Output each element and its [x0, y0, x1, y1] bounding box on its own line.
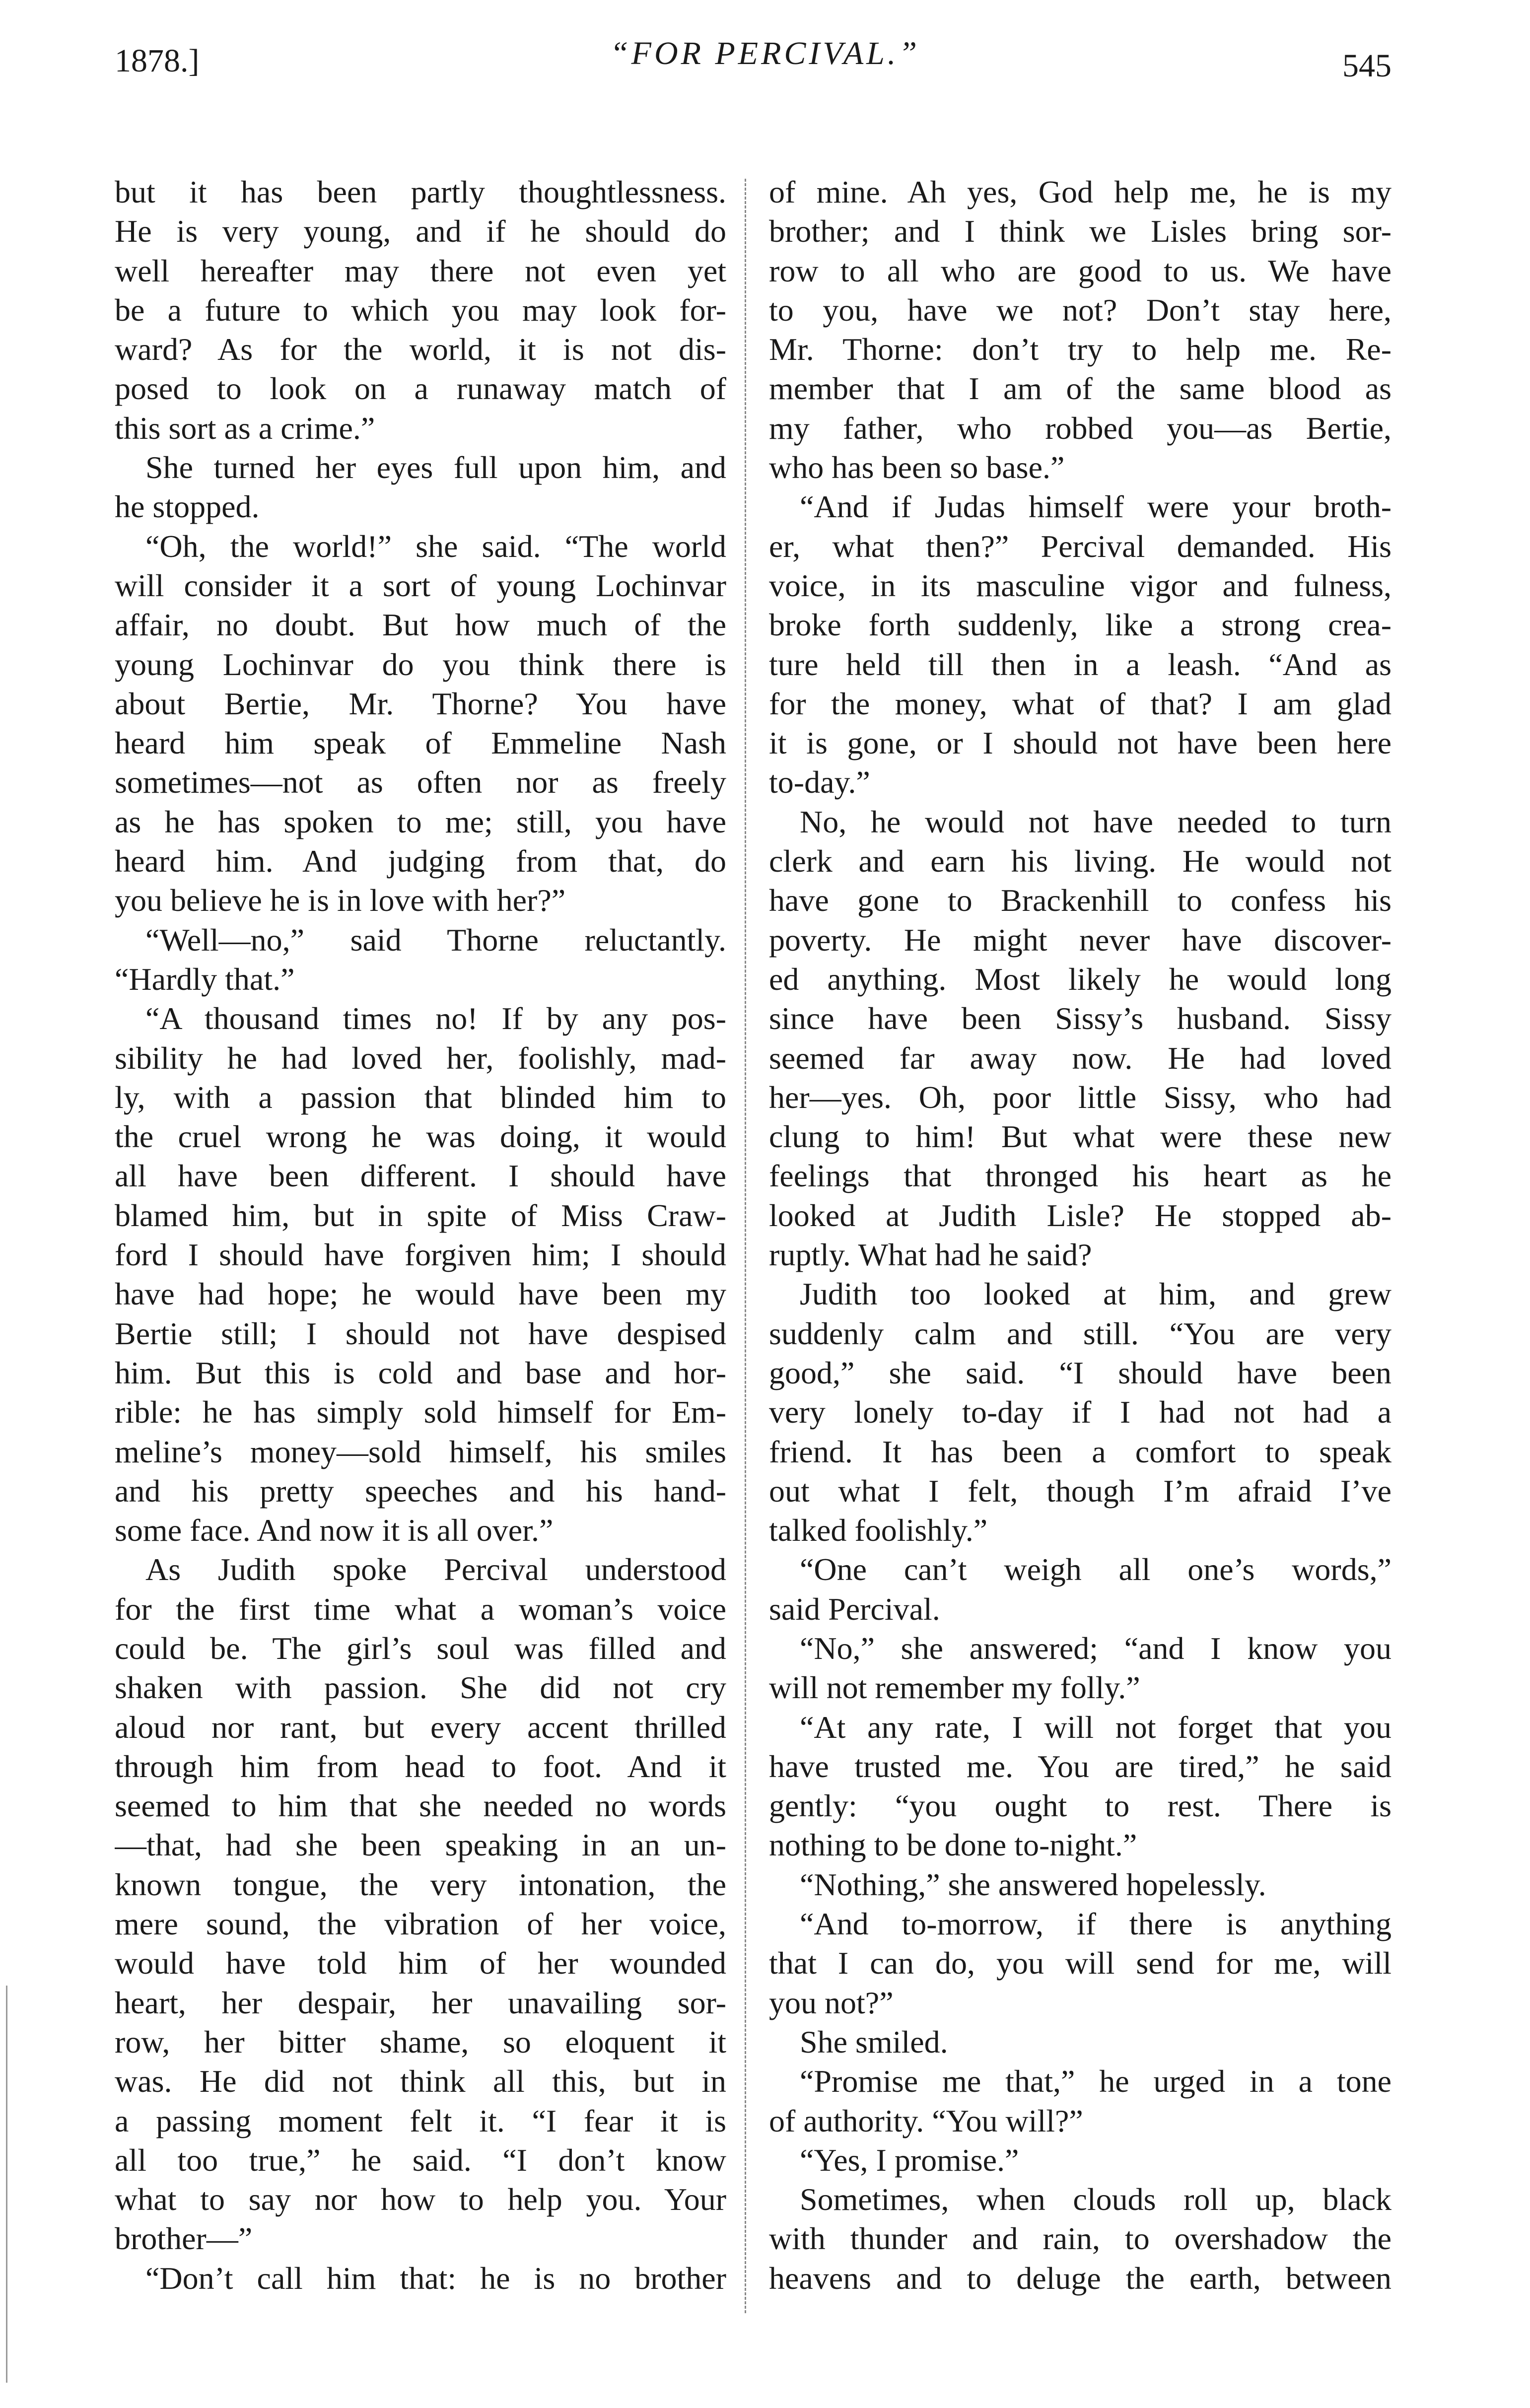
text-line: to-day.” [769, 764, 870, 800]
text-line: sometimes—not as often nor as freely [115, 764, 726, 800]
paragraph [769, 172, 1391, 487]
text-line: this sort as a crime.” [115, 410, 375, 446]
text-line: clung to him! But what were these new [769, 1119, 1391, 1155]
text-line: will consider it a sort of young Lochinvar [115, 567, 726, 603]
text-line: No, he would not have needed to turn [800, 804, 1391, 839]
text-line: sibility he had loved her, foolishly, mad- [115, 1040, 726, 1076]
text-line: row to all who are good to us. We have [769, 253, 1391, 288]
text-line: of authority. “You will?” [769, 2103, 1083, 2138]
text-line: He is very young, and if he should do [115, 213, 726, 249]
paragraph [769, 2180, 1391, 2298]
running-head-title: “FOR PERCIVAL.” [610, 35, 920, 71]
paragraph [769, 1274, 1391, 1550]
text-line: seemed to him that she needed no words [115, 1788, 726, 1824]
text-line: through him from head to foot. And it [115, 1748, 726, 1784]
text-line: ford I should have forgiven him; I should [115, 1237, 726, 1273]
text-line: “One can’t weigh all one’s words,” [800, 1552, 1391, 1587]
paragraph [115, 999, 726, 1550]
text-column-right [769, 172, 1391, 2298]
text-line: seemed far away now. He had loved [769, 1040, 1391, 1076]
text-line: ward? As for the world, it is not dis- [115, 332, 726, 367]
text-line: and his pretty speeches and his hand- [115, 1473, 726, 1509]
text-line: be a future to which you may look for- [115, 292, 726, 328]
text-line: “Well—no,” said Thorne reluctantly. [145, 922, 726, 958]
text-line: all too true,” he said. “I don’t know [115, 2142, 726, 2178]
text-line: “Hardly that.” [115, 961, 295, 997]
paragraph [769, 2062, 1391, 2140]
text-line: since have been Sissy’s husband. Sissy [769, 1001, 1391, 1036]
text-line: heard him speak of Emmeline Nash [115, 725, 726, 761]
text-line: meline’s money—sold himself, his smiles [115, 1434, 726, 1469]
text-line: with thunder and rain, to overshadow the [769, 2221, 1391, 2257]
text-line: broke forth suddenly, like a strong crea- [769, 607, 1391, 643]
text-line: was. He did not think all this, but in [115, 2064, 726, 2099]
text-line: brother; and I think we Lisles bring sor- [769, 213, 1391, 249]
text-line: gently: “you ought to rest. There is [769, 1788, 1391, 1824]
text-line: She smiled. [800, 2024, 948, 2060]
text-line: heart, her despair, her unavailing sor- [115, 1985, 726, 2020]
text-line: some face. And now it is all over.” [115, 1513, 554, 1548]
text-line: of mine. Ah yes, God help me, he is my [769, 174, 1391, 209]
text-line: her—yes. Oh, poor little Sissy, who had [769, 1079, 1391, 1115]
paragraph [115, 448, 726, 527]
text-line: row, her bitter shame, so eloquent it [115, 2024, 726, 2060]
text-line: young Lochinvar do you think there is [115, 646, 726, 682]
text-line: “At any rate, I will not forget that you [800, 1709, 1391, 1745]
text-line: She turned her eyes full upon him, and [145, 450, 726, 485]
text-line: for the money, what of that? I am glad [769, 686, 1391, 721]
running-head-year: 1878.] [115, 43, 200, 79]
text-line: “And to-morrow, if there is anything [800, 1906, 1391, 1942]
text-line: who has been so base.” [769, 450, 1065, 485]
text-line: what to say nor how to help you. Your [115, 2182, 726, 2217]
text-line: Judith too looked at him, and grew [800, 1276, 1391, 1312]
text-line: posed to look on a runaway match of [115, 371, 726, 407]
text-line: ly, with a passion that blinded him to [115, 1079, 726, 1115]
text-line: “And if Judas himself were your broth- [800, 489, 1391, 525]
text-line: the cruel wrong he was doing, it would [115, 1119, 726, 1155]
paragraph [115, 527, 726, 920]
text-line: shaken with passion. She did not cry [115, 1670, 726, 1706]
text-line: nothing to be done to-night.” [769, 1827, 1137, 1863]
text-line: poverty. He might never have discover- [769, 922, 1391, 958]
text-line: looked at Judith Lisle? He stopped ab- [769, 1197, 1391, 1233]
text-line: clerk and earn his living. He would not [769, 843, 1391, 879]
paragraph [115, 172, 726, 448]
text-line: could be. The girl’s soul was filled and [115, 1630, 726, 1666]
text-line: but it has been partly thoughtlessness. [115, 174, 726, 209]
paragraph [769, 487, 1391, 802]
text-line: friend. It has been a comfort to speak [769, 1434, 1391, 1469]
text-line: him. But this is cold and base and hor- [115, 1355, 726, 1390]
text-line: ed anything. Most likely he would long [769, 961, 1391, 997]
text-line: have trusted me. You are tired,” he said [769, 1748, 1391, 1784]
paragraph [769, 1708, 1391, 1865]
text-line: have had hope; he would have been my [115, 1276, 726, 1312]
text-line: Bertie still; I should not have despised [115, 1315, 726, 1351]
paragraph [769, 1550, 1391, 1629]
text-line: suddenly calm and still. “You are very [769, 1315, 1391, 1351]
text-line: Mr. Thorne: don’t try to help me. Re- [769, 332, 1391, 367]
text-column-left [115, 172, 726, 2298]
text-line: “Promise me that,” he urged in a tone [800, 2064, 1391, 2099]
text-line: talked foolishly.” [769, 1513, 988, 1548]
paragraph [769, 2140, 1391, 2180]
text-line: would have told him of her wounded [115, 1945, 726, 1981]
text-line: feelings that thronged his heart as he [769, 1158, 1391, 1194]
paragraph [769, 1904, 1391, 2022]
text-line: heavens and to deluge the earth, between [769, 2260, 1391, 2296]
text-line: blamed him, but in spite of Miss Craw- [115, 1197, 726, 1233]
text-line: aloud nor rant, but every accent thrilled [115, 1709, 726, 1745]
text-line: as he has spoken to me; still, you have [115, 804, 726, 839]
text-line: “No,” she answered; “and I know you [800, 1630, 1391, 1666]
text-line: member that I am of the same blood as [769, 371, 1391, 407]
text-line: ture held till then in a leash. “And as [769, 646, 1391, 682]
paragraph [769, 1865, 1391, 1904]
column-divider [745, 179, 746, 2313]
text-line: he stopped. [115, 489, 260, 525]
text-line: “Nothing,” she answered hopelessly. [800, 1866, 1266, 1902]
text-line: known tongue, the very intonation, the [115, 1866, 726, 1902]
text-line: voice, in its masculine vigor and fulness, [769, 567, 1391, 603]
text-line: Sometimes, when clouds roll up, black [800, 2182, 1391, 2217]
text-line: you believe he is in love with her?” [115, 883, 566, 918]
text-line: er, what then?” Percival demanded. His [769, 528, 1391, 564]
text-line: said Percival. [769, 1591, 940, 1627]
text-line: for the first time what a woman’s voice [115, 1591, 726, 1627]
text-line: will not remember my folly.” [769, 1670, 1140, 1706]
text-line: ruptly. What had he said? [769, 1237, 1092, 1273]
text-line: “Oh, the world!” she said. “The world [145, 528, 726, 564]
text-line: out what I felt, though I’m afraid I’ve [769, 1473, 1391, 1509]
text-line: all have been different. I should have [115, 1158, 726, 1194]
text-line: good,” she said. “I should have been [769, 1355, 1391, 1390]
text-line: well hereafter may there not even yet [115, 253, 726, 288]
paragraph [115, 2259, 726, 2298]
text-line: rible: he has simply sold himself for Em- [115, 1394, 726, 1430]
text-line: brother—” [115, 2221, 253, 2257]
text-line: it is gone, or I should not have been here [769, 725, 1391, 761]
paragraph [769, 802, 1391, 1275]
text-line: very lonely to-day if I had not had a [769, 1394, 1391, 1430]
text-line: mere sound, the vibration of her voice, [115, 1906, 726, 1942]
text-line: about Bertie, Mr. Thorne? You have [115, 686, 726, 721]
text-line: you not?” [769, 1985, 894, 2020]
paragraph [115, 1550, 726, 2258]
text-line: “Don’t call him that: he is no brother [145, 2260, 726, 2296]
text-line: As Judith spoke Percival understood [145, 1552, 726, 1587]
text-line: “Yes, I promise.” [800, 2142, 1019, 2178]
paragraph [115, 920, 726, 999]
text-line: —that, had she been speaking in an un- [115, 1827, 726, 1863]
text-line: have gone to Brackenhill to confess his [769, 883, 1391, 918]
page-number: 545 [1342, 48, 1391, 84]
text-line: affair, no doubt. But how much of the [115, 607, 726, 643]
paragraph [769, 2022, 1391, 2062]
text-line: a passing moment felt it. “I fear it is [115, 2103, 726, 2138]
text-line: to you, have we not? Don’t stay here, [769, 292, 1391, 328]
text-line: heard him. And judging from that, do [115, 843, 726, 879]
paragraph [769, 1629, 1391, 1708]
text-line: “A thousand times no! If by any pos- [145, 1001, 726, 1036]
text-line: my father, who robbed you—as Bertie, [769, 410, 1391, 446]
scan-edge-mark [6, 1986, 7, 2383]
text-line: that I can do, you will send for me, will [769, 1945, 1391, 1981]
